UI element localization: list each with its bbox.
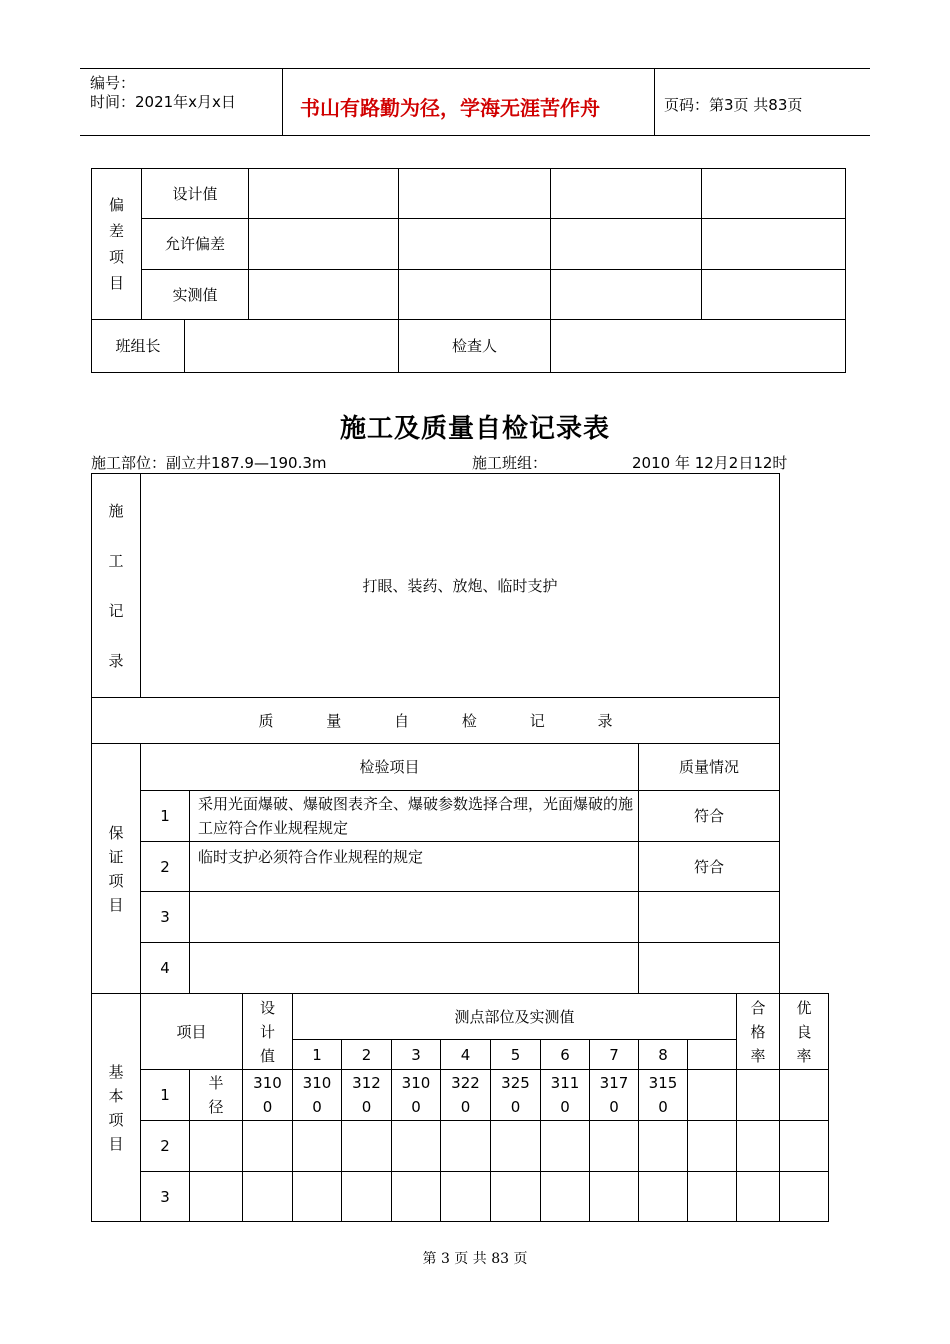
construction-record-text: 打眼、装药、放炮、临时支护 <box>141 474 780 698</box>
header-slogan: 书山有路勤为径，学海无涯苦作舟 <box>300 96 600 120</box>
basic-design-value: 310 0 <box>243 1070 293 1121</box>
cell <box>190 1172 243 1222</box>
header-time: 时间：2021年x月x日 <box>90 93 236 111</box>
cell <box>780 1070 829 1121</box>
cell <box>293 1121 342 1172</box>
deviation-table <box>91 168 846 373</box>
point-header: 6 <box>541 1040 590 1070</box>
cell <box>780 1121 829 1172</box>
cell <box>342 1172 392 1222</box>
cell <box>190 1121 243 1172</box>
basic-item-no: 3 <box>141 1172 190 1222</box>
cell <box>737 1121 780 1172</box>
header-divider-2 <box>654 68 655 136</box>
point-header: 2 <box>342 1040 392 1070</box>
measured-value: 310 0 <box>392 1070 441 1121</box>
basic-item-no: 1 <box>141 1070 190 1121</box>
cell <box>551 219 702 270</box>
cell <box>293 1172 342 1222</box>
inspector-label: 检查人 <box>399 320 551 373</box>
form-title: 施工及质量自检记录表 <box>339 414 610 444</box>
guarantee-item-no: 2 <box>141 842 190 892</box>
measured-value: 311 0 <box>541 1070 590 1121</box>
record-date: 2010 年 12月2日12时 <box>632 454 788 472</box>
guarantee-item-text <box>190 943 639 994</box>
cell <box>441 1172 491 1222</box>
measured-value-label: 实测值 <box>142 270 249 320</box>
point-header: 8 <box>639 1040 688 1070</box>
cell <box>249 169 399 219</box>
measured-value: 325 0 <box>491 1070 541 1121</box>
cell <box>491 1172 541 1222</box>
cell <box>541 1121 590 1172</box>
guarantee-item-no: 4 <box>141 943 190 994</box>
cell <box>702 219 846 270</box>
cell <box>551 169 702 219</box>
measured-value: 317 0 <box>590 1070 639 1121</box>
design-value-header: 设 计 值 <box>243 994 293 1070</box>
cell <box>688 1172 737 1222</box>
cell <box>590 1121 639 1172</box>
cell <box>399 169 551 219</box>
team-leader-label: 班组长 <box>92 320 185 373</box>
cell <box>702 169 846 219</box>
cell <box>392 1121 441 1172</box>
cell <box>249 219 399 270</box>
guarantee-item-status <box>639 892 780 943</box>
guarantee-item-text: 采用光面爆破、爆破图表齐全、爆破参数选择合理，光面爆破的施工应符合作业规程规定 <box>190 791 639 842</box>
construction-team: 施工班组： <box>472 454 548 472</box>
page-footer: 第 3 页 共 83 页 <box>422 1251 528 1267</box>
point-header: 5 <box>491 1040 541 1070</box>
point-header: 3 <box>392 1040 441 1070</box>
cell <box>541 1172 590 1222</box>
cell <box>639 1172 688 1222</box>
header-number: 编号： <box>90 74 136 92</box>
guarantee-item-text: 临时支护必须符合作业规程的规定 <box>190 842 639 892</box>
cell <box>780 1172 829 1222</box>
allowed-deviation-label: 允许偏差 <box>142 219 249 270</box>
item-header: 项目 <box>141 994 243 1070</box>
header-page: 页码：第3页 共83页 <box>664 96 803 114</box>
deviation-group-label: 偏 差 项 目 <box>92 169 142 320</box>
cell <box>243 1121 293 1172</box>
header-divider-1 <box>282 68 283 136</box>
cell <box>737 1070 780 1121</box>
quality-record-header: 质 量 自 检 记 录 <box>92 698 780 744</box>
guarantee-item-status: 符合 <box>639 842 780 892</box>
point-header: 4 <box>441 1040 491 1070</box>
cell <box>491 1121 541 1172</box>
basic-items-label: 基 本 项 目 <box>92 994 141 1222</box>
cell <box>688 1070 737 1121</box>
cell <box>551 270 702 320</box>
construction-location: 施工部位：副立井187.9—190.3m <box>91 454 327 472</box>
quality-status-header: 质量情况 <box>639 744 780 791</box>
guarantee-items-label: 保 证 项 目 <box>92 744 141 994</box>
guarantee-item-status <box>639 943 780 994</box>
basic-item-name: 半 径 <box>190 1070 243 1121</box>
guarantee-item-status: 符合 <box>639 791 780 842</box>
measured-value: 315 0 <box>639 1070 688 1121</box>
header-bottom-rule <box>80 135 870 136</box>
measure-points-header: 测点部位及实测值 <box>293 994 737 1040</box>
cell <box>399 270 551 320</box>
self-inspection-table <box>91 473 829 1222</box>
cell <box>639 1121 688 1172</box>
good-rate-header: 优 良 率 <box>780 994 829 1070</box>
basic-item-no: 2 <box>141 1121 190 1172</box>
header-top-rule <box>80 68 870 69</box>
cell <box>688 1121 737 1172</box>
pass-rate-header: 合 格 率 <box>737 994 780 1070</box>
measured-value: 312 0 <box>342 1070 392 1121</box>
guarantee-item-no: 1 <box>141 791 190 842</box>
cell <box>249 270 399 320</box>
cell <box>392 1172 441 1222</box>
point-header <box>688 1040 737 1070</box>
team-leader-value <box>185 320 399 373</box>
guarantee-item-no: 3 <box>141 892 190 943</box>
cell <box>441 1121 491 1172</box>
design-value-label: 设计值 <box>142 169 249 219</box>
point-header: 7 <box>590 1040 639 1070</box>
inspector-value <box>551 320 846 373</box>
measured-value: 322 0 <box>441 1070 491 1121</box>
point-header: 1 <box>293 1040 342 1070</box>
inspection-item-header: 检验项目 <box>141 744 639 791</box>
cell <box>702 270 846 320</box>
cell <box>243 1172 293 1222</box>
measured-value: 310 0 <box>293 1070 342 1121</box>
cell <box>399 219 551 270</box>
cell <box>590 1172 639 1222</box>
guarantee-item-text <box>190 892 639 943</box>
construction-record-label: 施 工 记 录 <box>92 474 141 698</box>
cell <box>737 1172 780 1222</box>
cell <box>342 1121 392 1172</box>
